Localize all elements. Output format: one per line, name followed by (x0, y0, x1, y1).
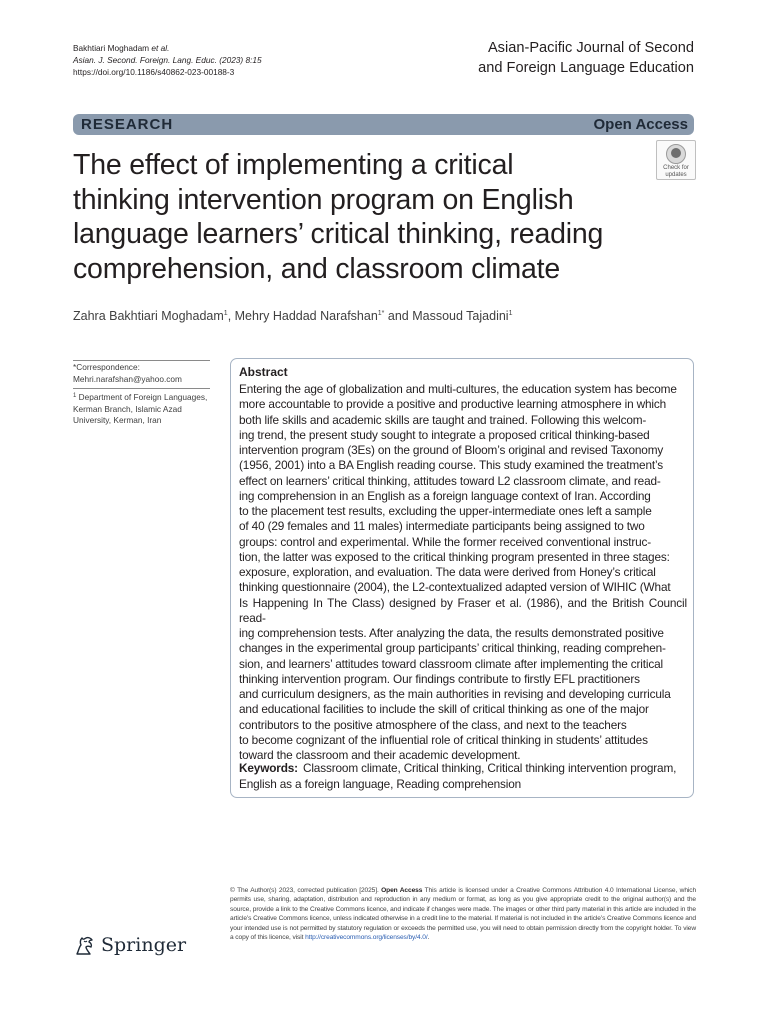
springer-horse-icon (73, 933, 97, 957)
sidebar-divider (73, 388, 210, 389)
keywords-line (239, 761, 689, 777)
keywords-text-cont: English as a foreign language, Reading comprehension (239, 776, 522, 791)
citation-doi-link[interactable]: https://doi.org/10.1186/s40862-023-00188-3 (73, 67, 235, 77)
abstract-line: sion, and learners’ attitudes toward classroom climate after implementing the critical (239, 656, 663, 671)
abstract-line: to become cognizant of the influential role of critical thinking in students’ attitudes (239, 732, 648, 747)
abstract-line: and curriculum designers, as the main authorities in revising and developing curricula (239, 687, 671, 701)
abstract-line: ing comprehension tests. After analyzing the data, the results demonstrated positive (239, 626, 664, 640)
citation-authors: Bakhtiari Moghadam (73, 43, 150, 53)
citation-journal-ref: Asian. J. Second. Foreign. Lang. Educ. (2023) 8:15 (73, 55, 262, 65)
abstract-body (239, 382, 687, 763)
abstract-line: tion, the latter was exposed to the critical thinking program presented in three stages: (239, 549, 670, 564)
abstract-line: Is Happening In The Class) designed by Fraser et al. (1986), and the British Council read- (239, 595, 687, 625)
abstract-line: more accountable to provide a positive and productive learning atmosphere in which (239, 397, 667, 412)
abstract-line: intervention program (3Es) on the ground of Bloom’s original and revised Taxonomy (239, 443, 664, 457)
correspondence-email-link[interactable]: Mehri.narafshan@yahoo.com (73, 373, 182, 384)
abstract-line: thinking intervention program. Our findings contribute to firstly EFL practitioners (239, 671, 640, 686)
correspondence-block (73, 362, 213, 385)
abstract-line: ing trend, the present study sought to integrate a proposed critical thinking-based (239, 427, 650, 442)
abstract-line: groups: control and experimental. While the former received conventional instruc- (239, 534, 652, 549)
article-type-banner (73, 114, 694, 135)
keywords-text: Classroom climate, Critical thinking, Critical thinking intervention program, (302, 761, 677, 775)
sidebar-divider (73, 360, 210, 361)
abstract-line: effect on learners’ critical thinking, attitudes toward L2 classroom climate, and read- (239, 473, 661, 488)
abstract-line: toward the classroom and their academic development. (239, 748, 521, 762)
citation-authors-line (73, 42, 403, 54)
publisher-name: Springer (101, 934, 187, 956)
license-text (230, 886, 696, 942)
affiliation-text: Department of Foreign Languages, Kerman Branch, Islamic Azad University, Kerman, Iran (73, 392, 208, 425)
abstract-line: and educational facilities to include the skill of critical thinking as one of the major (239, 702, 649, 717)
abstract-line: of 40 (29 females and 11 males) intermediate participants being assigned to two (239, 519, 645, 534)
author-name[interactable]: Massoud Tajadini (412, 309, 509, 323)
abstract-line: changes in the experimental group participants’ critical thinking, reading comprehen- (239, 641, 666, 656)
author-name[interactable]: Zahra Bakhtiari Moghadam (73, 309, 224, 323)
check-updates-line2: updates (665, 171, 687, 178)
check-updates-line1: Check for (663, 165, 689, 171)
author-affil-sup: 1* (377, 310, 385, 317)
abstract-line: to the placement test results, excluding the upper-intermediate ones left a sample (239, 504, 652, 518)
open-access-label: Open Access (593, 116, 688, 133)
abstract-line: thinking questionnaire (2004), the L2-contextualized adapted version of WIHIC (What (239, 580, 671, 595)
license-link[interactable]: http://creativecommons.org/licenses/by/4.0/ (305, 934, 428, 942)
author-affil-sup: 1 (508, 310, 513, 317)
title-line: thinking intervention program on English (73, 183, 574, 216)
abstract-line: (1956, 2001) into a BA English reading course. This study examined the treatment’s (239, 458, 664, 473)
check-for-updates-button[interactable] (656, 140, 696, 180)
author-separator: , (227, 309, 235, 323)
article-type-label: RESEARCH (81, 116, 174, 133)
check-updates-label (657, 165, 695, 178)
affiliation-sup: 1 (73, 393, 77, 399)
affiliation-block (73, 391, 213, 427)
license-end: . (427, 934, 430, 942)
correspondence-label: *Correspondence: (73, 362, 140, 372)
abstract-line: ing comprehension in an English as a foreign language context of Iran. According (239, 488, 651, 503)
citation-etal: et al. (151, 43, 170, 53)
title-line: comprehension, and classroom climate (73, 252, 561, 285)
license-prefix: © The Author(s) 2023, corrected publication [2025]. (230, 887, 382, 894)
publisher-logo[interactable] (73, 931, 203, 961)
abstract-heading: Abstract (239, 365, 288, 379)
author-separator: and (384, 309, 413, 323)
title-line: language learners’ critical thinking, reading (73, 218, 604, 250)
title-line: The effect of implementing a critical (73, 149, 514, 181)
citation-block (73, 42, 403, 78)
keywords-label: Keywords: (239, 761, 298, 775)
check-updates-icon (666, 144, 686, 164)
license-body: This article is licensed under a Creative Commons Attribution 4.0 International License, which permits use, sharing, adaptation, distribution and reproduction in any medium or format, as long as you give appropriate credit to the original author(s) and the source, provide a link to the Creative Commons licence, and indicate if changes were made. The images or other third party material in this article are included in the article’s Creative Commons licence, unless indicated otherwise in a credit line to the material. If material is not included in the article’s Creative Commons licence and your intended use is not permitted by statutory regulation or exceeds the permitted use, you will need to obtain permission directly from the copyright holder. To view a copy of this licence, visit (230, 887, 697, 942)
abstract-line: Entering the age of globalization and multi-cultures, the education system has become (239, 382, 677, 396)
keywords-block (239, 761, 689, 792)
author-list (73, 306, 693, 324)
journal-name-line2: and Foreign Language Education (478, 60, 694, 76)
journal-name (394, 38, 694, 78)
abstract-line: contributors to the positive atmosphere of the class, and next to the teachers (239, 717, 627, 732)
license-open-access: Open Access (381, 887, 423, 894)
journal-name-line1: Asian-Pacific Journal of Second (487, 40, 694, 56)
author-affil-sup: 1 (223, 310, 228, 317)
author-name[interactable]: Mehry Haddad Narafshan (234, 309, 378, 323)
abstract-line: exposure, exploration, and evaluation. The data were derived from Honey’s critical (239, 565, 656, 579)
article-title (73, 148, 648, 286)
abstract-line: both life skills and academic skills are taught and trained. Following this welcom- (239, 412, 647, 427)
